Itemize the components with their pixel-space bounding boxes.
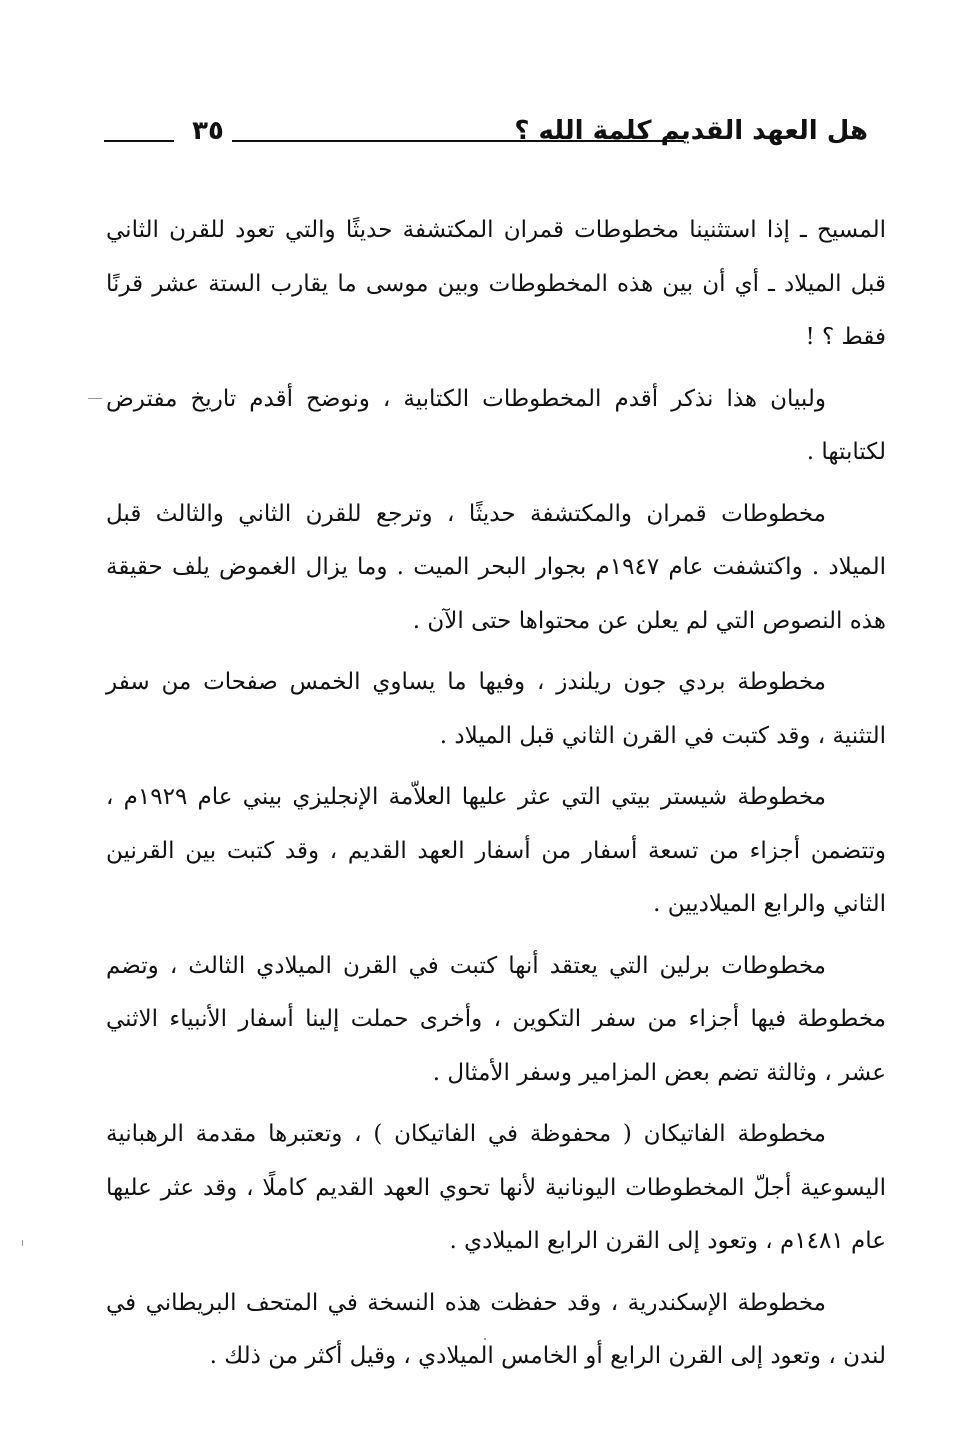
paragraph-berlin: مخطوطات برلين التي يعتقد أنها كتبت في القرن الميلادي الثالث ، وتضم مخطوطة فيها أجزاء من سفر التكوين ، وأخرى حملت إلينا أسفار الأنبياء الاثني عشر ، وثالثة تضم بعض المزامير وسفر الأمثال . — [106, 952, 886, 1086]
header-rule-left — [104, 140, 174, 142]
paragraph-alexandria: مخطوطة الإسكندرية ، وقد حفظت هذه النسخة في المتحف البريطاني في لندن ، وتعود إلى القرن الرابع أو الخامس الميلادي ، وقيل أكثر من ذلك . — [106, 1289, 886, 1369]
scan-speck — [22, 1240, 23, 1246]
paragraph-continuation: المسيح ـ إذا استثنينا مخطوطات قمران المكتشفة حديثًا والتي تعود للقرن الثاني قبل الميلاد ـ أي أن بين هذه المخطوطات وبين موسى ما يقارب الستة عشر قرنًا فقط ؟ ! — [106, 217, 886, 350]
running-title: هل العهد القديم كلمة الله ؟ — [514, 116, 868, 146]
scan-speck — [88, 398, 102, 399]
running-header — [104, 104, 868, 148]
scan-speck — [484, 1338, 486, 1340]
paragraph-qumran: مخطوطات قمران والمكتشفة حديثًا ، وترجع للقرن الثاني والثالث قبل الميلاد . واكتشفت عام ١٩٤٧م بجوار البحر الميت . وما يزال الغموض يلف حقيقة هذه النصوص التي لم يعلن عن محتواها حتى الآن . — [106, 500, 886, 634]
body-text — [106, 204, 886, 1392]
paragraph-chester-beatty: مخطوطة شيستر بيتي التي عثر عليها العلاّمة الإنجليزي بيني عام ١٩٢٩م ، وتتضمن أجزاء من تسعة أسفار من أسفار العهد القديم ، وقد كتبت بين القرنين الثاني والرابع الميلاديين . — [106, 784, 886, 917]
page-number: ٣٥ — [192, 116, 224, 146]
paragraph-vatican: مخطوطة الفاتيكان ( محفوظة في الفاتيكان ) ، وتعتبرها مقدمة الرهبانية اليسوعية أجلّ المخطوطات اليونانية لأنها تحوي العهد القديم كاملًا ، وقد عثر عليها عام ١٤٨١م ، وتعود إلى القرن الرابع الميلادي . — [106, 1121, 886, 1254]
paragraph-rylands: مخطوطة بردي جون ريلندز ، وفيها ما يساوي الخمس صفحات من سفر التثنية ، وقد كتبت في القرن الثاني قبل الميلاد . — [106, 669, 886, 749]
paragraph: ولبيان هذا نذكر أقدم المخطوطات الكتابية ، ونوضح أقدم تاريخ مفترض لكتابتها . — [106, 385, 886, 465]
